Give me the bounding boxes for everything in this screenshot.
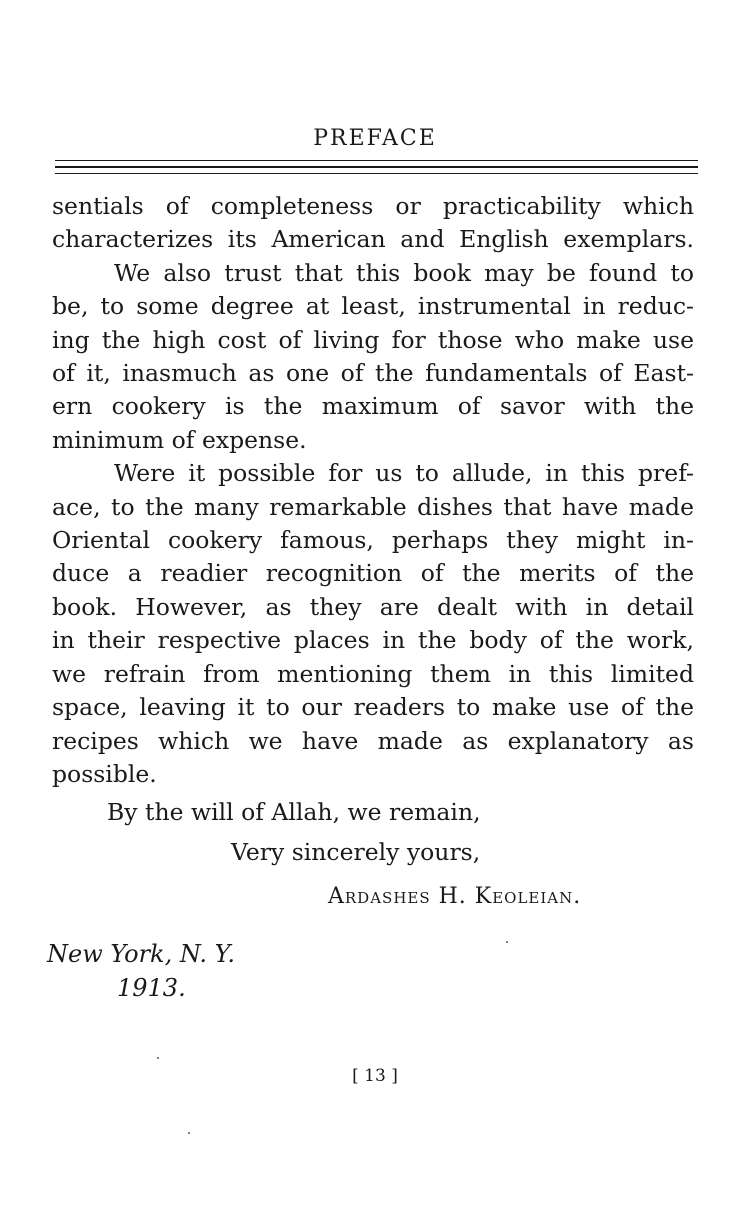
paragraph-1	[52, 190, 694, 257]
text-line: Oriental cookery famous, perhaps they might in-	[52, 526, 694, 555]
text-line: we refrain from mentioning them in this limited	[52, 659, 694, 688]
print-speck	[506, 941, 508, 943]
text-line: be, to some degree at least, instrumental in reduc-	[52, 292, 694, 321]
running-head: PREFACE	[313, 126, 437, 151]
paragraph-2	[52, 257, 694, 457]
place-line: New York, N. Y.	[47, 940, 235, 968]
text-line: ing the high cost of living for those who make use	[52, 325, 694, 354]
text-line: duce a readier recognition of the merits of the	[52, 559, 694, 588]
text-line: ern cookery is the maximum of savor with the	[52, 392, 694, 421]
text-line: sentials of completeness or practicability which	[52, 192, 694, 220]
author-signature: Ardashes H. Keoleian.	[328, 884, 582, 909]
print-speck	[157, 1057, 159, 1059]
closing-line: By the will of Allah, we remain,	[107, 798, 481, 826]
text-line: possible.	[52, 759, 157, 788]
valediction: Very sincerely yours,	[231, 838, 481, 866]
text-line: book. However, as they are dealt with in detail	[52, 592, 694, 621]
header-rule-top	[55, 160, 698, 161]
text-line: in their respective places in the body of the work,	[52, 626, 694, 655]
year-line: 1913.	[117, 974, 186, 1002]
paragraph-3	[52, 457, 694, 791]
print-speck	[188, 1132, 190, 1134]
header-rule-bottom	[55, 173, 698, 174]
text-line: space, leaving it to our readers to make use of the	[52, 693, 694, 722]
text-line: recipes which we have made as explanatory as	[52, 726, 694, 755]
preface-body	[52, 190, 694, 791]
text-line: minimum of expense.	[52, 425, 307, 454]
text-line: of it, inasmuch as one of the fundamentals of East-	[52, 359, 694, 388]
text-line: We also trust that this book may be found to	[114, 258, 694, 287]
text-line: Were it possible for us to allude, in this pref-	[114, 459, 694, 488]
page-number: [ 13 ]	[352, 1066, 398, 1086]
header-rule-middle	[55, 166, 698, 168]
text-line: characterizes its American and English exemplars.	[52, 225, 694, 254]
text-line: ace, to the many remarkable dishes that have made	[52, 492, 694, 521]
